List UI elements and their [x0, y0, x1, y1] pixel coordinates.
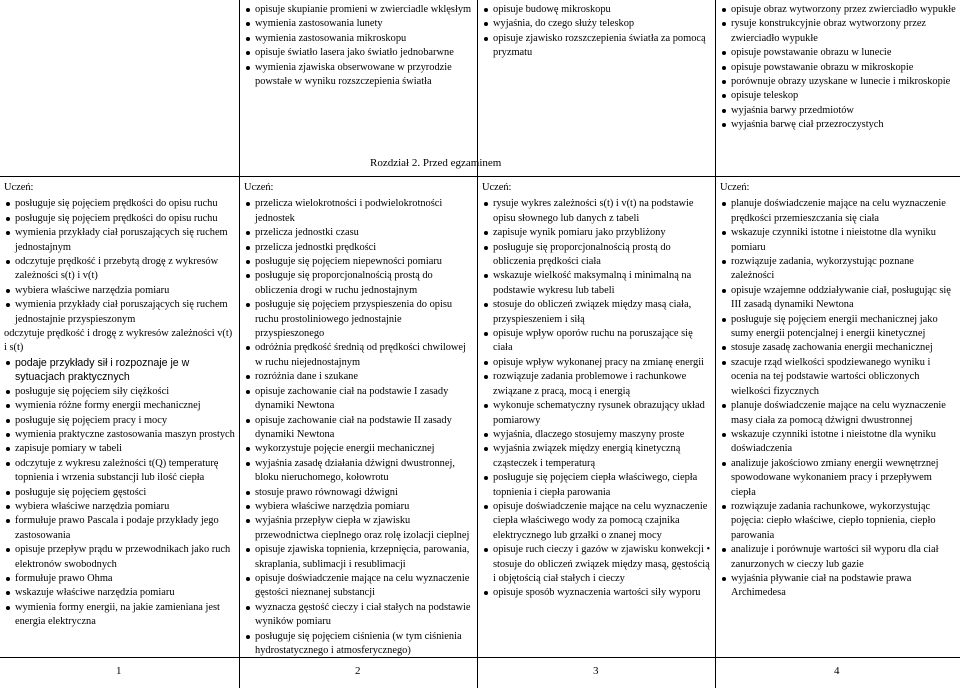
list-item: wyjaśnia przepływ ciepła w zjawisku przewodnictwa cieplnego oraz rolę izolacji cieplnej: [244, 514, 473, 543]
list-item: opisuje doświadczenie mające na celu wyznaczenie gęstości nieznanej substancji: [244, 572, 473, 601]
col-3: [478, 181, 715, 601]
list-item: rozwiązuje zadania problemowe i rachunkowe związane z pracą, mocą i energią: [482, 370, 711, 399]
list-item: wymienia praktyczne zastosowania maszyn prostych: [4, 428, 235, 442]
list-item: opisuje zjawiska topnienia, krzepnięcia, parowania, skraplania, sublimacji i resublimacji: [244, 543, 473, 572]
top-col-4: [716, 3, 960, 133]
list-item: wyjaśnia, dlaczego stosujemy maszyny proste: [482, 428, 711, 442]
list-item: przelicza wielokrotności i podwielokrotności jednostek: [244, 197, 473, 226]
column-number: 4: [834, 665, 840, 677]
list-item: posługuje się pojęciem pracy i mocy: [4, 414, 235, 428]
list-item: odczytuje z wykresu zależności t(Q) temperaturę topnienia i wrzenia substancji lub ilość ciepła: [4, 457, 235, 486]
list-item: wykonuje schematyczny rysunek obrazujący układ pomiarowy: [482, 399, 711, 428]
column-header: Uczeń:: [4, 182, 34, 193]
list-item: planuje doświadczenie mające na celu wyznaczenie masy ciała za pomocą dźwigni dwustronnej: [720, 399, 956, 428]
list-item: opisuje budowę mikroskopu: [482, 3, 711, 17]
list-item: formułuje prawo Pascala i podaje przykłady jego zastosowania: [4, 514, 235, 543]
list-item: opisuje doświadczenie mające na celu wyznaczenie ciepła właściwego wody za pomocą czajnika elektrycznego lub grzałki o znanej mocy: [482, 500, 711, 543]
list-item: posługuje się proporcjonalnością prostą do obliczenia prędkości ciała: [482, 241, 711, 270]
list-item: odczytuje prędkość i drogę z wykresów zależności v(t) i s(t): [4, 328, 233, 354]
list-item: wykorzystuje pojęcie energii mechanicznej: [244, 442, 473, 456]
list-item: przelicza jednostki czasu: [244, 226, 473, 240]
list-item: opisuje obraz wytworzony przez zwierciadło wypukłe: [720, 3, 956, 17]
list-item: wyjaśnia pływanie ciał na podstawie prawa Archimedesa: [720, 572, 956, 601]
column-number: 1: [116, 665, 122, 677]
list-item: opisuje wzajemne oddziaływanie ciał, posługując się III zasadą dynamiki Newtona: [720, 284, 956, 313]
list-item: opisuje wpływ oporów ruchu na poruszające się ciała: [482, 327, 711, 356]
list-item: posługuje się pojęciem niepewności pomiaru: [244, 255, 473, 269]
list-item: odróżnia prędkość średnią od prędkości chwilowej w ruchu niejednostajnym: [244, 341, 473, 370]
list-item: opisuje powstawanie obrazu w mikroskopie: [720, 61, 956, 75]
list-item: stosuje do obliczeń związek między masą ciała, przyspieszeniem i siłą: [482, 298, 711, 327]
list-item: wyjaśnia barwy przedmiotów: [720, 104, 956, 118]
list-item: planuje doświadczenie mające na celu wyznaczenie prędkości przemieszczania się ciała: [720, 197, 956, 226]
column-header: Uczeń:: [244, 182, 274, 193]
list-item: zapisuje wynik pomiaru jako przybliżony: [482, 226, 711, 240]
list-item: opisuje powstawanie obrazu w lunecie: [720, 46, 956, 60]
list-item: analizuje jakościowo zmiany energii wewnętrznej spowodowane wykonaniem pracy i przepływem ciepła: [720, 457, 956, 500]
list-item: wyjaśnia barwę ciał przezroczystych: [720, 118, 956, 132]
list-item: wymienia zastosowania mikroskopu: [244, 32, 473, 46]
top-col-2: [240, 3, 477, 89]
list-item: odczytuje prędkość i przebytą drogę z wykresów zależności s(t) i v(t): [4, 255, 235, 284]
list-item: wskazuje czynniki istotne i nieistotne dla wyniku doświadczenia: [720, 428, 956, 457]
list-item: rozróżnia dane i szukane: [244, 370, 473, 384]
footer-rule: [0, 657, 960, 658]
list-item: opisuje wpływ wykonanej pracy na zmianę energii: [482, 356, 711, 370]
list-item: wymienia zjawiska obserwowane w przyrodzie powstałe w wyniku rozszczepienia światła: [244, 61, 473, 90]
column-number: 3: [593, 665, 599, 677]
list-item: rysuje wykres zależności s(t) i v(t) na podstawie opisu słownego lub danych z tabeli: [482, 197, 711, 226]
list-item: rysuje konstrukcyjnie obraz wytworzony przez zwierciadło wypukłe: [720, 17, 956, 46]
list-item: wskazuje czynniki istotne i nieistotne dla wyniku pomiaru: [720, 226, 956, 255]
list-item: posługuje się pojęciem gęstości: [4, 486, 235, 500]
list-item: wymienia formy energii, na jakie zamieniana jest energia elektryczna: [4, 601, 235, 630]
list-item: wymienia różne formy energii mechanicznej: [4, 399, 235, 413]
column-number: 2: [355, 665, 361, 677]
list-item: wyjaśnia, do czego służy teleskop: [482, 17, 711, 31]
list-item: wybiera właściwe narzędzia pomiaru: [244, 500, 473, 514]
list-item: opisuje przepływ prądu w przewodnikach jako ruch elektronów swobodnych: [4, 543, 235, 572]
list-item: wymienia przykłady ciał poruszających się ruchem jednostajnie przyspieszonym: [4, 298, 235, 327]
list-item: wskazuje wielkość maksymalną i minimalną na podstawie wykresu lub tabeli: [482, 269, 711, 298]
column-header: Uczeń:: [482, 182, 512, 193]
list-item: porównuje obrazy uzyskane w lunecie i mikroskopie: [720, 75, 956, 89]
list-item: posługuje się pojęciem siły ciężkości: [4, 385, 235, 399]
list-item: zapisuje pomiary w tabeli: [4, 442, 235, 456]
list-item: posługuje się pojęciem ciśnienia (w tym ciśnienia hydrostatycznego i atmosferycznego): [244, 630, 473, 659]
column-header: Uczeń:: [720, 182, 750, 193]
list-item: wymienia przykłady ciał poruszających się ruchem jednostajnym: [4, 226, 235, 255]
list-item: wskazuje właściwe narzędzia pomiaru: [4, 586, 235, 600]
section-rule: [0, 176, 960, 177]
list-item: opisuje skupianie promieni w zwierciadle wklęsłym: [244, 3, 473, 17]
list-item: stosuje zasadę zachowania energii mechanicznej: [720, 341, 956, 355]
list-item: posługuje się proporcjonalnością prostą do obliczenia drogi w ruchu jednostajnym: [244, 269, 473, 298]
list-item: posługuje się pojęciem przyspieszenia do opisu ruchu prostoliniowego jednostajnie przyspieszonego: [244, 298, 473, 341]
list-item: opisuje światło lasera jako światło jednobarwne: [244, 46, 473, 60]
list-item: rozwiązuje zadania, wykorzystując poznane zależności: [720, 255, 956, 284]
list-item: posługuje się pojęciem prędkości do opisu ruchu: [4, 212, 235, 226]
list-item: posługuje się pojęciem prędkości do opisu ruchu: [4, 197, 235, 211]
list-item: opisuje zjawisko rozszczepienia światła za pomocą pryzmatu: [482, 32, 711, 61]
list-item: wybiera właściwe narzędzia pomiaru: [4, 500, 235, 514]
list-item: wyjaśnia zasadę działania dźwigni dwustronnej, bloku nieruchomego, kołowrotu: [244, 457, 473, 486]
list-item: posługuje się pojęciem energii mechanicznej jako sumy energii potencjalnej i energii kinetycznej: [720, 313, 956, 342]
list-item: rozwiązuje zadania rachunkowe, wykorzystując pojęcia: ciepło właściwe, ciepło topnienia, ciepło parowania: [720, 500, 956, 543]
col-4: [716, 181, 960, 601]
list-item: opisuje teleskop: [720, 89, 956, 103]
list-item: szacuje rząd wielkości spodziewanego wyniku i ocenia na tej podstawie wartości obliczonych wielkości fizycznych: [720, 356, 956, 399]
list-item: formułuje prawo Ohma: [4, 572, 235, 586]
list-item: wymienia zastosowania lunety: [244, 17, 473, 31]
list-item: wybiera właściwe narzędzia pomiaru: [4, 284, 235, 298]
col-1: [0, 181, 239, 630]
list-item: podaje przykłady sił i rozpoznaje je w sytuacjach praktycznych: [4, 356, 235, 385]
list-item: wyjaśnia związek między energią kinetyczną cząsteczek i temperaturą: [482, 442, 711, 471]
list-item: przelicza jednostki prędkości: [244, 241, 473, 255]
list-item: opisuje zachowanie ciał na podstawie II zasady dynamiki Newtona: [244, 414, 473, 443]
top-col-3: [478, 3, 715, 61]
list-item: stosuje prawo równowagi dźwigni: [244, 486, 473, 500]
list-item: opisuje sposób wyznaczenia wartości siły wyporu: [482, 586, 711, 600]
section-title: Rozdział 2. Przed egzaminem: [370, 157, 502, 169]
list-item: opisuje zachowanie ciał na podstawie I zasady dynamiki Newtona: [244, 385, 473, 414]
list-item: wyznacza gęstość cieczy i ciał stałych na podstawie wyników pomiaru: [244, 601, 473, 630]
list-item: opisuje ruch cieczy i gazów w zjawisku konwekcji • stosuje do obliczeń związek między masą, gęstością i objętością ciał stałych i cieczy: [482, 543, 711, 586]
col-2: [240, 181, 477, 658]
list-item: analizuje i porównuje wartości sił wyporu dla ciał zanurzonych w cieczy lub gazie: [720, 543, 956, 572]
list-item: posługuje się pojęciem ciepła właściwego, ciepła topnienia i ciepła parowania: [482, 471, 711, 500]
